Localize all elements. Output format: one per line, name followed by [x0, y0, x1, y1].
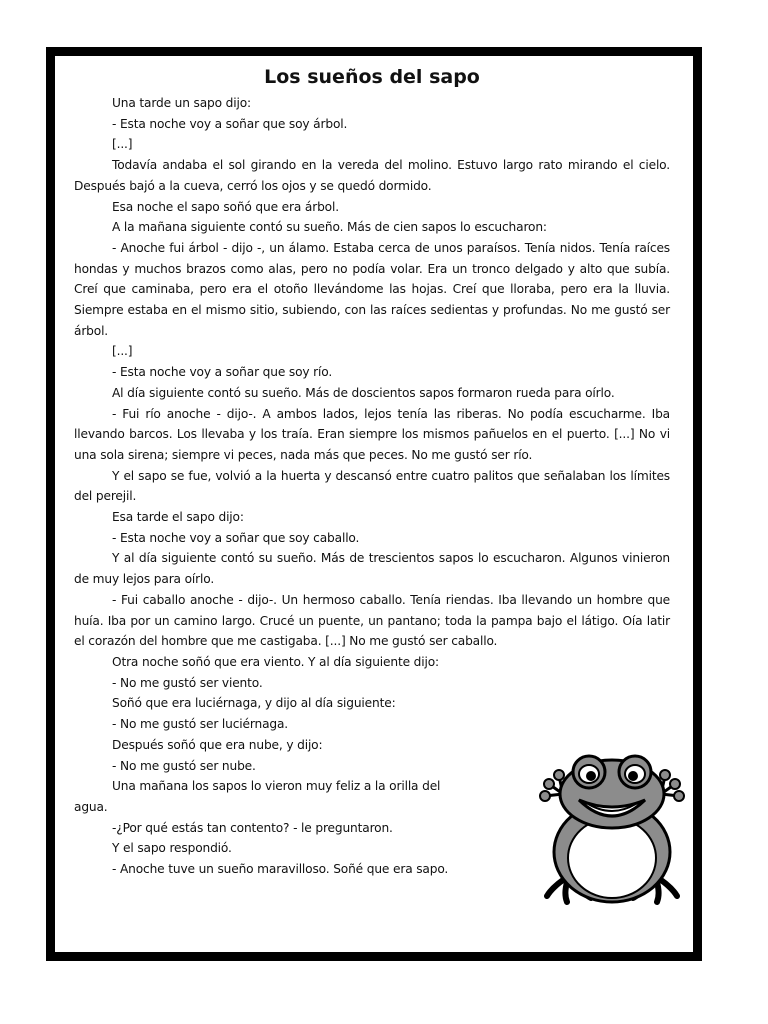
story-paragraph: Y el sapo respondió.: [112, 841, 232, 856]
story-paragraph: - Esta noche voy a soñar que soy árbol.: [112, 116, 348, 131]
story-paragraph: - Esta noche voy a soñar que soy caballo.: [112, 530, 360, 545]
story-paragraph: Al día siguiente contó su sueño. Más de doscientos sapos formaron rueda para oírlo.: [112, 385, 615, 400]
story-paragraph: Soñó que era luciérnaga, y dijo al día siguiente:: [112, 696, 396, 711]
story-paragraph: Otra noche soñó que era viento. Y al día siguiente dijo:: [112, 654, 439, 669]
story-paragraph: - No me gustó ser luciérnaga.: [112, 717, 289, 732]
frog-illustration: [533, 736, 691, 906]
story-paragraph: Después soñó que era nube, y dijo:: [112, 737, 323, 752]
story-paragraph: - Fui río anoche - dijo-. A ambos lados, lejos tenía las riberas. No podía escucharme. Iba llevando barcos. Los llevaba y los traía. Eran siempre los mismos pañuelos en el puerto. [...] No vi una sola sirena; siempre vi peces, nada más que peces. No me gustó ser río.: [74, 406, 670, 462]
document-frame: [46, 47, 702, 961]
story-title: Los sueños del sapo: [264, 66, 480, 88]
story-paragraph: - Esta noche voy a soñar que soy río.: [112, 365, 333, 380]
story-paragraph: Esa tarde el sapo dijo:: [112, 510, 244, 525]
story-paragraph: - No me gustó ser viento.: [112, 675, 263, 690]
story-paragraph: [...]: [112, 137, 133, 152]
story-paragraph: Y el sapo se fue, volvió a la huerta y descansó entre cuatro palitos que señalaban los límites del perejil.: [74, 468, 670, 504]
story-paragraph: - Fui caballo anoche - dijo-. Un hermoso caballo. Tenía riendas. Iba llevando un hombre que huía. Iba por un camino largo. Crucé un puente, un pantano; toda la pampa bajo el látigo. Oía latir el corazón del hombre que me castigaba. [...] No me gustó ser caballo.: [74, 592, 670, 649]
story-paragraph: - No me gustó ser nube.: [112, 758, 256, 773]
story-paragraph: - Anoche fui árbol - dijo -, un álamo. Estaba cerca de unos paraísos. Tenía nidos. Tenía raíces hondas y muchos brazos como alas, pero no podía volar. Era un tronco delgado y alto que subía. Creí que caminaba, pero era el otoño llevándome las hojas. Creí que lloraba, pero era la lluvia. Siempre estaba en el mismo sitio, subiendo, con las raíces sedientas y profundas. No me gustó ser árbol.: [74, 240, 670, 338]
story-paragraph: -¿Por qué estás tan contento? - le preguntaron.: [112, 820, 393, 835]
story-paragraph: Y al día siguiente contó su sueño. Más de trescientos sapos lo escucharon. Algunos vinieron de muy lejos para oírlo.: [74, 551, 670, 587]
story-paragraph: A la mañana siguiente contó su sueño. Más de cien sapos lo escucharon:: [112, 220, 547, 235]
story-paragraph: Esa noche el sapo soñó que era árbol.: [112, 199, 339, 214]
story-paragraph: - Anoche tuve un sueño maravilloso. Soñé que era sapo.: [112, 862, 449, 877]
story-paragraph: Todavía andaba el sol girando en la vereda del molino. Estuvo largo rato mirando el cielo. Después bajó a la cueva, cerró los ojos y se quedó dormido.: [74, 158, 670, 193]
story-paragraph: Una mañana los sapos lo vieron muy feliz a la orilla del agua.: [74, 779, 441, 814]
story-paragraph: Una tarde un sapo dijo:: [112, 96, 251, 110]
story-paragraph: [...]: [112, 344, 133, 359]
